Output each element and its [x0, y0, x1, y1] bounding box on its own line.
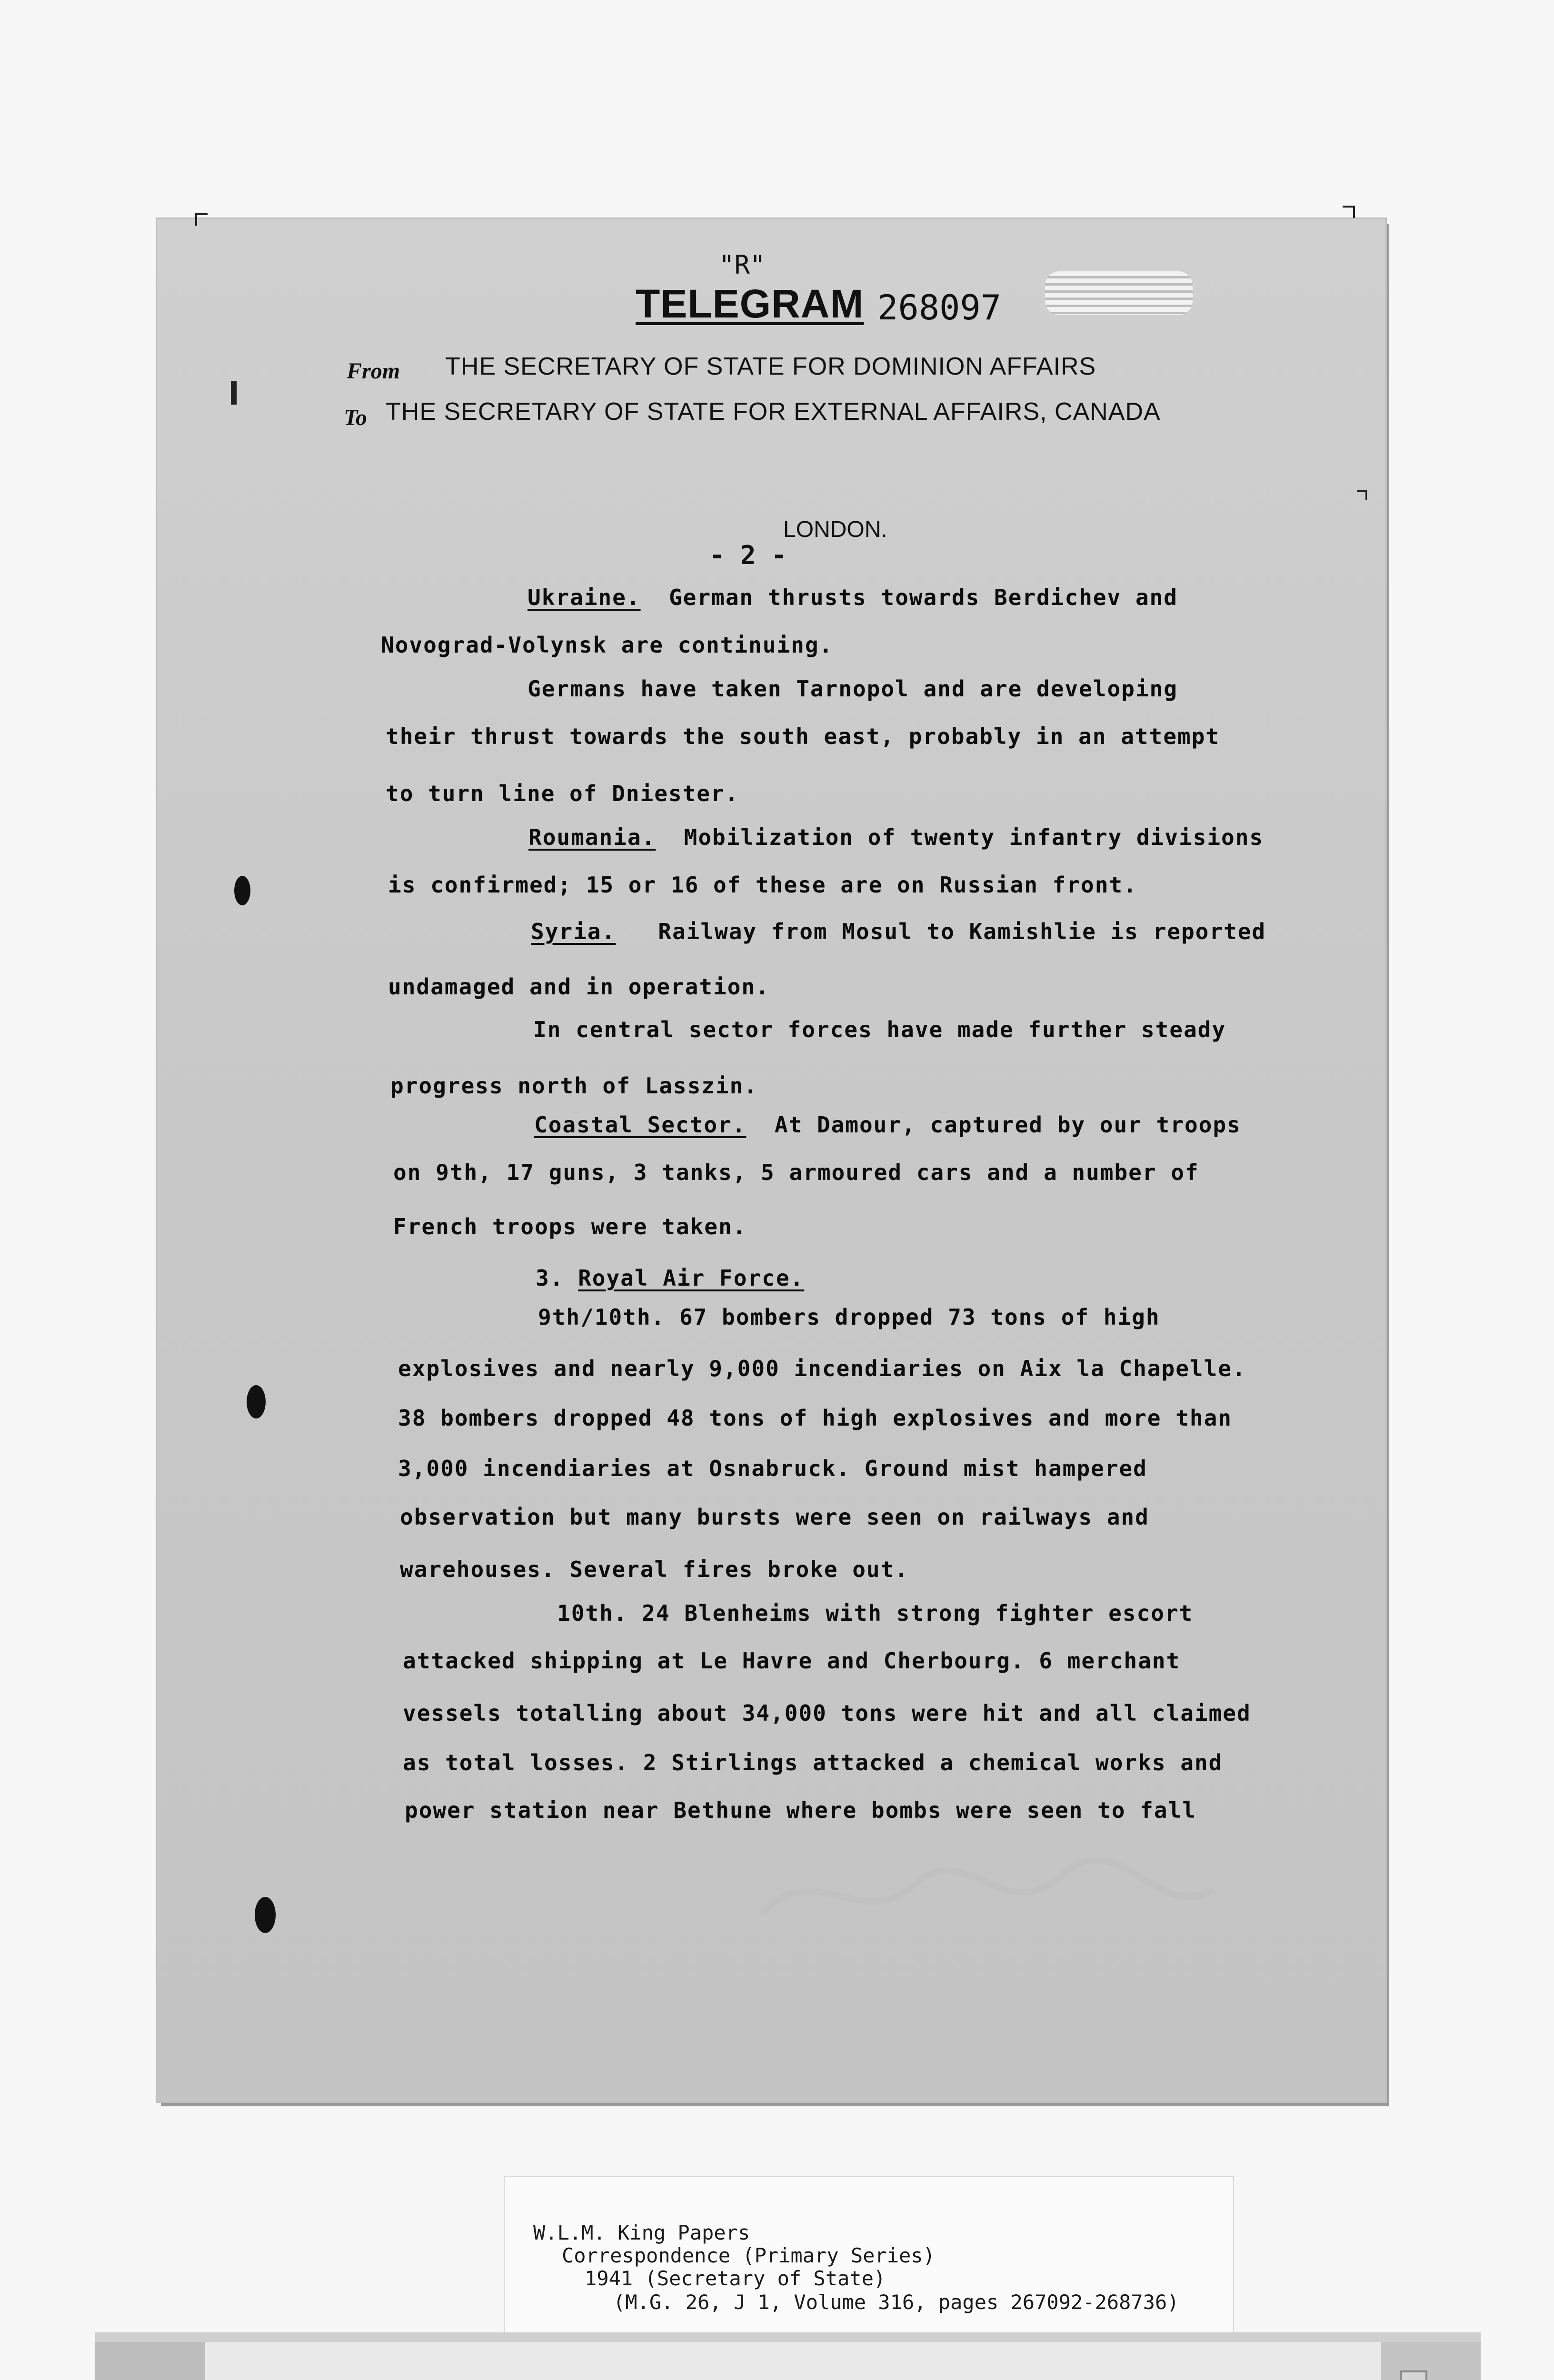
slip-line-4: (M.G. 26, J 1, Volume 316, pages 267092-268736) — [613, 2291, 1179, 2314]
dispatch-place: LONDON. — [783, 517, 887, 542]
from-value: THE SECRETARY OF STATE FOR DOMINION AFFAIRS — [445, 353, 1096, 380]
placard-side-left — [95, 2342, 205, 2380]
body-line: 38 bombers dropped 48 tons of high explosives and more than — [398, 1405, 1232, 1431]
crop-mark-top-right — [1343, 206, 1355, 218]
body-line: 10th. 24 Blenheims with strong fighter escort — [557, 1600, 1194, 1626]
body-line — [531, 919, 1266, 944]
body-line: undamaged and in operation. — [388, 974, 770, 1000]
body-line: explosives and nearly 9,000 incendiaries on Aix la Chapelle. — [398, 1356, 1246, 1381]
bleed-through-signature — [757, 1847, 1224, 1962]
slip-line-1: W.L.M. King Papers — [533, 2221, 750, 2244]
punch-hole — [247, 1385, 266, 1418]
body-text: German thrusts towards Berdichev and — [668, 585, 1178, 610]
body-line: is confirmed; 15 or 16 of these are on Russian front. — [388, 872, 1137, 898]
telegram-marker: "R" — [719, 250, 766, 280]
body-text: At Damour, captured by our troops — [774, 1112, 1241, 1138]
margin-tick-mark — [231, 381, 237, 405]
punch-hole — [234, 876, 250, 905]
body-line: 3,000 incendiaries at Osnabruck. Ground mist hampered — [398, 1456, 1147, 1481]
bleed-through-scribble — [757, 1847, 1224, 1942]
placard-side-right — [1381, 2342, 1481, 2380]
body-line — [534, 1112, 1241, 1138]
body-text: Railway from Mosul to Kamishlie is reported — [658, 919, 1266, 944]
body-line: their thrust towards the south east, probably in an attempt — [386, 724, 1220, 749]
crop-mark-top-left — [195, 213, 208, 226]
body-line: as total losses. 2 Stirlings attacked a chemical works and — [403, 1750, 1223, 1775]
body-line: Novograd-Volynsk are continuing. — [381, 632, 834, 658]
section-heading-roumania: Roumania. — [528, 824, 656, 850]
section-heading-raf: Royal Air Force. — [578, 1265, 805, 1291]
slip-line-3: 1941 (Secretary of State) — [585, 2267, 886, 2290]
body-line — [528, 585, 1178, 610]
body-line — [528, 824, 1264, 850]
body-line: French troops were taken. — [393, 1214, 747, 1240]
body-line: Germans have taken Tarnopol and are developing — [528, 676, 1178, 702]
body-line — [536, 1265, 804, 1291]
stamp-smudge — [1045, 271, 1193, 315]
body-line: progress north of Lasszin. — [390, 1073, 758, 1099]
crop-mark-right — [1357, 490, 1367, 500]
section-heading-syria: Syria. — [531, 919, 616, 944]
to-label: To — [344, 405, 367, 430]
body-line: warehouses. Several fires broke out. — [400, 1557, 909, 1582]
slip-line-2: Correspondence (Primary Series) — [562, 2244, 935, 2267]
body-text: Mobilization of twenty infantry divisions — [684, 824, 1264, 850]
section-heading-coastal: Coastal Sector. — [534, 1112, 747, 1138]
body-line: vessels totalling about 34,000 tons were hit and all claimed — [403, 1700, 1251, 1726]
body-line: attacked shipping at Le Havre and Cherbourg. 6 merchant — [403, 1648, 1181, 1674]
body-line: observation but many bursts were seen on railways and — [400, 1504, 1149, 1530]
from-label: From — [347, 358, 400, 384]
telegram-number: 268097 — [877, 288, 1002, 327]
body-line: power station near Bethune where bombs were seen to fall — [405, 1797, 1196, 1823]
to-value: THE SECRETARY OF STATE FOR EXTERNAL AFFAIRS, CANADA — [386, 398, 1161, 426]
section-heading-ukraine: Ukraine. — [528, 585, 641, 610]
telegram-title: TELEGRAM — [636, 281, 864, 326]
body-line: In central sector forces have made further steady — [533, 1017, 1226, 1042]
section-number: 3. — [536, 1265, 564, 1291]
body-line: 9th/10th. 67 bombers dropped 73 tons of high — [538, 1304, 1160, 1330]
punch-hole — [255, 1897, 276, 1933]
page-number: - 2 - — [709, 540, 787, 570]
placard-slot — [1400, 2370, 1427, 2380]
body-line: to turn line of Dniester. — [386, 781, 739, 806]
body-line: on 9th, 17 guns, 3 tanks, 5 armoured cars and a number of — [393, 1160, 1199, 1185]
archives-placard — [205, 2342, 1381, 2380]
